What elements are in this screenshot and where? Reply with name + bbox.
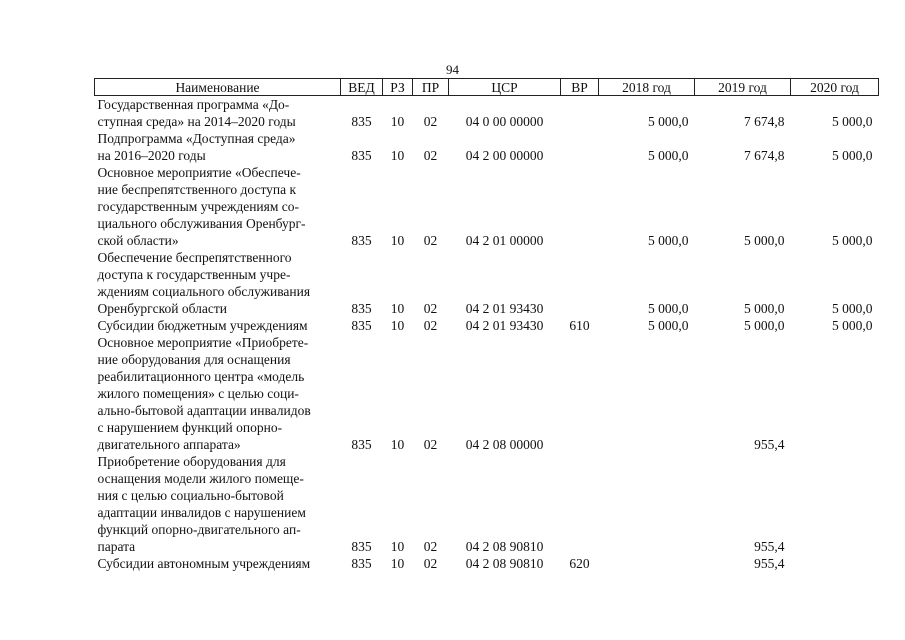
row-2019: 7 674,8: [744, 148, 785, 163]
row-2018: [599, 453, 695, 555]
table-row: [95, 164, 879, 249]
row-ved: 835: [351, 233, 372, 248]
row-csr: 04 2 00 00000: [465, 148, 544, 163]
row-ved: 835: [351, 556, 372, 571]
row-csr: 04 2 08 00000: [465, 437, 544, 452]
row-2019: 955,4: [754, 437, 785, 452]
row-csr: 04 0 00 00000: [465, 114, 544, 129]
row-ved: 835: [351, 148, 372, 163]
row-name: Основное мероприятие «Обеспече- ние беспрепятственного доступа к государственным учреждениям со- циального обслуживания Оренбург- ской области»: [97, 165, 306, 248]
row-name: Государственная программа «До- ступная среда» на 2014–2020 годы: [97, 97, 296, 129]
row-2020: [791, 334, 879, 453]
header-vr: ВР: [561, 79, 599, 96]
header-name: Наименование: [95, 79, 341, 96]
header-csr: ЦСР: [449, 79, 561, 96]
row-name: Субсидии автономным учреждениям: [97, 556, 311, 571]
row-2018: 5 000,0: [648, 114, 689, 129]
row-name: Подпрограмма «Доступная среда» на 2016–2020 годы: [97, 131, 296, 163]
row-name: Приобретение оборудования для оснащения модели жилого помеще- ния с целью социально-бытовой адаптации инвалидов с нарушением функций опорно-двигательного ап- парата: [97, 454, 306, 554]
table-header: [95, 79, 879, 96]
row-ved: 835: [351, 114, 372, 129]
table-row: [95, 555, 879, 572]
row-rz: 10: [390, 148, 405, 163]
row-rz: 10: [390, 318, 405, 333]
row-csr: 04 2 08 90810: [465, 539, 544, 554]
page-number: 94: [446, 62, 459, 77]
row-2019: 5 000,0: [744, 233, 785, 248]
row-vr: [561, 453, 599, 555]
row-2019: 955,4: [754, 539, 785, 554]
row-name: Обеспечение беспрепятственного доступа к государственным учре- ждениям социального обслуживания Оренбургской области: [97, 250, 311, 316]
row-name: Основное мероприятие «Приобрете- ние оборудования для оснащения реабилитационного центра «модель жилого помещения» с целью соци- ально-бытовой адаптации инвалидов с нарушением функций опорно- двигательного аппарата»: [97, 335, 311, 452]
row-rz: 10: [390, 437, 405, 452]
table-row: [95, 130, 879, 164]
row-vr: 620: [569, 556, 590, 571]
row-vr: [561, 164, 599, 249]
table-row: [95, 317, 879, 334]
header-2018: 2018 год: [599, 79, 695, 96]
row-2020: 5 000,0: [832, 233, 873, 248]
row-vr: 610: [569, 318, 590, 333]
row-vr: [561, 130, 599, 164]
row-ved: 835: [351, 301, 372, 316]
row-2018: [599, 555, 695, 572]
row-2018: 5 000,0: [648, 301, 689, 316]
header-pr: ПР: [413, 79, 449, 96]
row-2019: 5 000,0: [744, 318, 785, 333]
row-csr: 04 2 01 93430: [465, 318, 544, 333]
row-csr: 04 2 01 93430: [465, 301, 544, 316]
header-row: [95, 79, 879, 96]
row-rz: 10: [390, 539, 405, 554]
row-2018: 5 000,0: [648, 233, 689, 248]
header-ved: ВЕД: [341, 79, 383, 96]
row-pr: 02: [423, 437, 438, 452]
row-rz: 10: [390, 556, 405, 571]
row-csr: 04 2 01 00000: [465, 233, 544, 248]
table-body: [95, 96, 879, 573]
row-vr: [561, 334, 599, 453]
row-pr: 02: [423, 148, 438, 163]
row-vr: [561, 96, 599, 131]
row-rz: 10: [390, 114, 405, 129]
row-vr: [561, 249, 599, 317]
row-pr: 02: [423, 556, 438, 571]
row-2020: 5 000,0: [832, 301, 873, 316]
table-row: [95, 453, 879, 555]
row-2018: 5 000,0: [648, 318, 689, 333]
row-pr: 02: [423, 301, 438, 316]
table-row: [95, 334, 879, 453]
header-rz: РЗ: [383, 79, 413, 96]
row-csr: 04 2 08 90810: [465, 556, 544, 571]
row-pr: 02: [423, 318, 438, 333]
row-pr: 02: [423, 233, 438, 248]
row-2019: 955,4: [754, 556, 785, 571]
row-rz: 10: [390, 301, 405, 316]
table-row: [95, 96, 879, 131]
row-pr: 02: [423, 539, 438, 554]
row-2020: [791, 453, 879, 555]
row-pr: 02: [423, 114, 438, 129]
row-ved: 835: [351, 437, 372, 452]
header-2019: 2019 год: [695, 79, 791, 96]
row-rz: 10: [390, 233, 405, 248]
row-2020: 5 000,0: [832, 318, 873, 333]
header-2020: 2020 год: [791, 79, 879, 96]
budget-table: [94, 78, 879, 572]
row-name: Субсидии бюджетным учреждениям: [97, 318, 308, 333]
row-2019: 7 674,8: [744, 114, 785, 129]
row-ved: 835: [351, 318, 372, 333]
row-2020: [791, 555, 879, 572]
row-2020: 5 000,0: [832, 114, 873, 129]
row-2018: [599, 334, 695, 453]
row-2020: 5 000,0: [832, 148, 873, 163]
row-2018: 5 000,0: [648, 148, 689, 163]
table-row: [95, 249, 879, 317]
row-2019: 5 000,0: [744, 301, 785, 316]
row-ved: 835: [351, 539, 372, 554]
